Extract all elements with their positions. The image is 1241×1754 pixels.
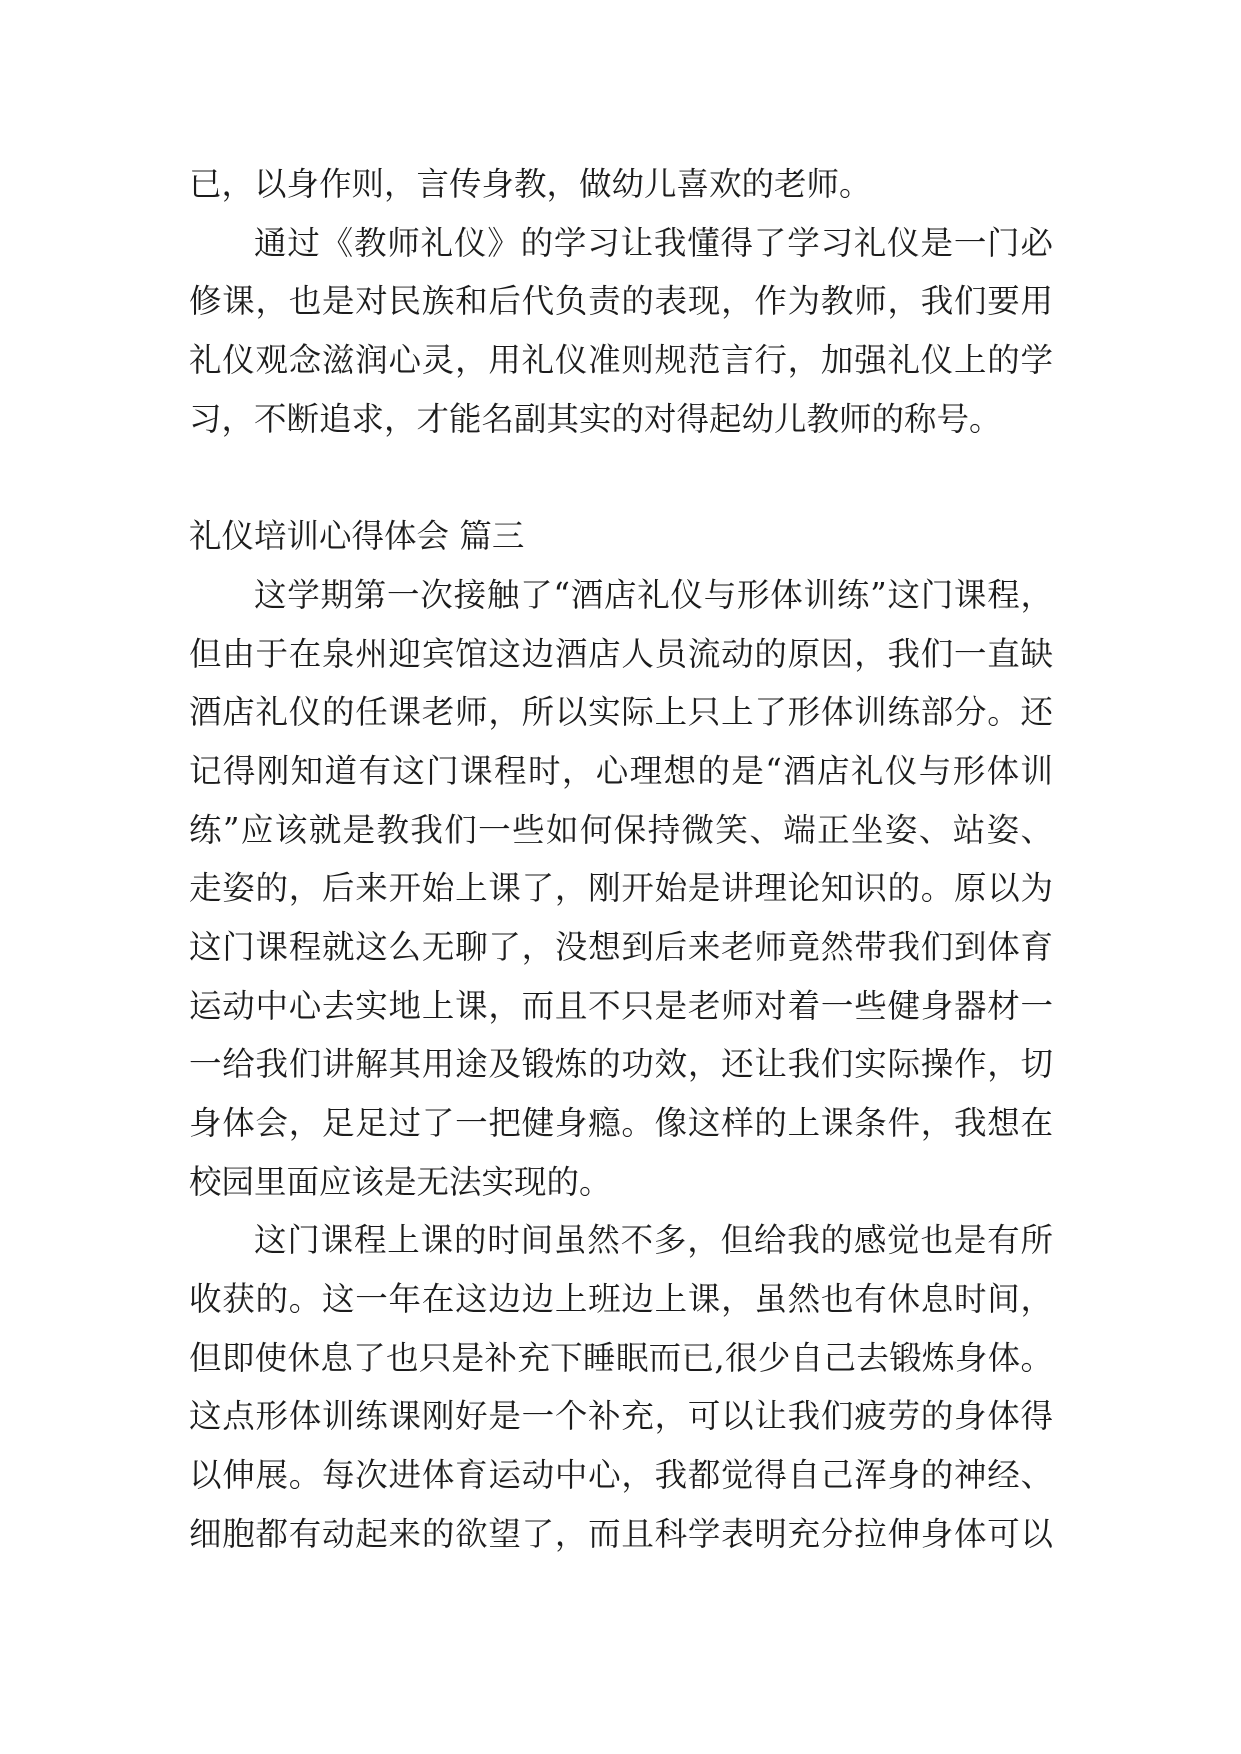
text-line: 但即使休息了也只是补充下睡眠而已,很少自己去锻炼身体。 <box>189 1338 1053 1377</box>
text-line: 习，不断追求，才能名副其实的对得起幼儿教师的称号。 <box>189 399 1002 438</box>
text-line: 已，以身作则，言传身教，做幼儿喜欢的老师。 <box>189 165 872 203</box>
text-line: 运动中心去实地上课，而且不只是老师对着一些健身器材一 <box>189 986 1053 1025</box>
text-line: 礼仪观念滋润心灵，用礼仪准则规范言行，加强礼仪上的学 <box>189 341 1053 380</box>
text-line: 这门课程上课的时间虽然不多，但给我的感觉也是有所 <box>254 1221 1053 1260</box>
text-line: 校园里面应该是无法实现的。 <box>189 1162 612 1201</box>
text-line: 修课，也是对民族和后代负责的表现，作为教师，我们要用 <box>189 282 1053 321</box>
paragraph <box>189 214 1053 449</box>
paragraph <box>189 566 1053 1212</box>
document-body <box>189 155 1053 1564</box>
paragraph <box>189 1211 1053 1563</box>
text-line: 细胞都有动起来的欲望了，而且科学表明充分拉伸身体可以 <box>189 1514 1053 1553</box>
text-line: 这学期第一次接触了“酒店礼仪与形体训练”这门课程， <box>254 575 1053 614</box>
section-heading: 礼仪培训心得体会 篇三 <box>189 517 525 556</box>
text-line: 以伸展。每次进体育运动中心，我都觉得自己浑身的神经、 <box>189 1456 1053 1495</box>
text-line: 身体会，足足过了一把健身瘾。像这样的上课条件，我想在 <box>189 1104 1053 1142</box>
text-line: 这点形体训练课刚好是一个补充，可以让我们疲劳的身体得 <box>189 1397 1053 1436</box>
text-line: 但由于在泉州迎宾馆这边酒店人员流动的原因，我们一直缺 <box>189 634 1053 673</box>
paragraph <box>189 155 1053 214</box>
text-line: 一给我们讲解其用途及锻炼的功效，还让我们实际操作，切 <box>189 1045 1053 1084</box>
text-line: 收获的。这一年在这边边上班边上课，虽然也有休息时间， <box>189 1280 1053 1319</box>
text-line: 记得刚知道有这门课程时，心理想的是“酒店礼仪与形体训 <box>189 751 1053 790</box>
text-line: 酒店礼仪的任课老师，所以实际上只上了形体训练部分。还 <box>189 693 1053 732</box>
text-line: 这门课程就这么无聊了，没想到后来老师竟然带我们到体育 <box>189 927 1053 966</box>
text-line: 走姿的，后来开始上课了，刚开始是讲理论知识的。原以为 <box>189 869 1053 908</box>
text-line: 练”应该就是教我们一些如何保持微笑、端正坐姿、站姿、 <box>189 810 1053 849</box>
text-line: 通过《教师礼仪》的学习让我懂得了学习礼仪是一门必 <box>254 223 1053 262</box>
blank-line <box>189 448 1053 507</box>
